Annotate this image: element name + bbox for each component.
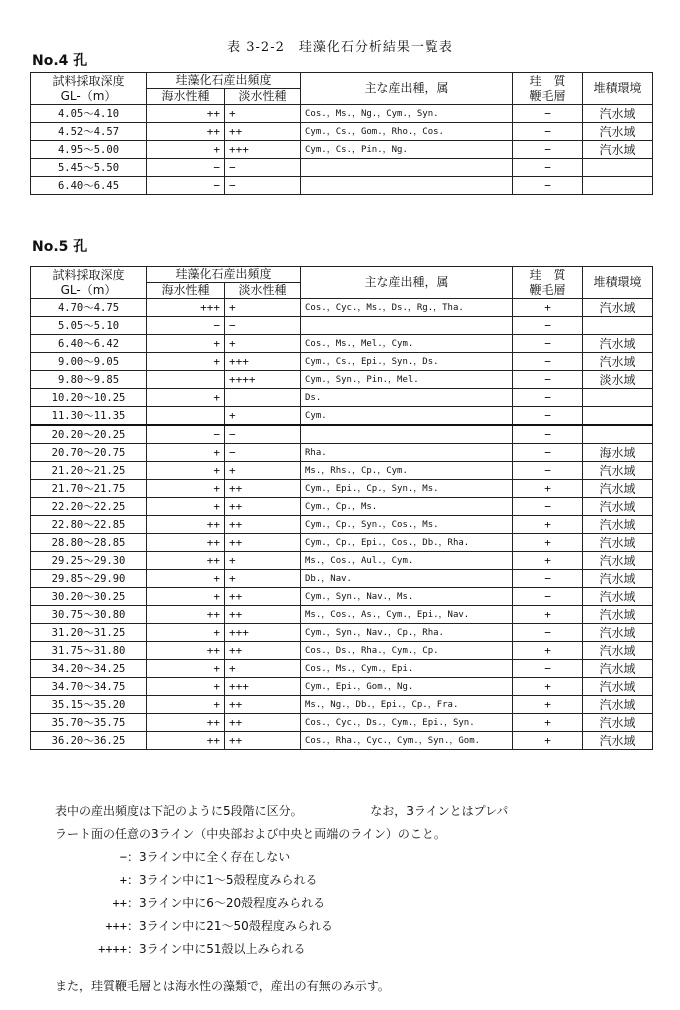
species-cell: Ms.，Cos.，Aul.，Cym. [301,552,513,570]
species-cell [301,159,513,177]
species-cell: Cos.，Ms.，Cym.，Epi. [301,660,513,678]
depth-cell: 4.70〜4.75 [31,299,147,317]
fresh-frequency-cell: +++ [225,141,301,159]
table-row [31,498,653,516]
legend-item [55,892,655,915]
environment-cell: 汽水域 [583,335,653,353]
environment-cell: 汽水域 [583,732,653,750]
environment-cell: 汽水域 [583,480,653,498]
species-cell: Cym.，Cs.，Epi.，Syn.，Ds. [301,353,513,371]
environment-cell: 汽水域 [583,105,653,123]
species-cell: Cos.，Ds.，Rha.，Cym.，Cp. [301,642,513,660]
marine-frequency-cell: ++ [147,105,225,123]
chaetoceros-presence-cell: + [513,534,583,552]
table-row [31,317,653,335]
environment-cell [583,317,653,335]
fresh-frequency-cell: + [225,660,301,678]
species-cell: Cym.，Syn.，Nav.，Ms. [301,588,513,606]
depth-cell: 9.00〜9.05 [31,353,147,371]
marine-frequency-cell: ++ [147,516,225,534]
marine-frequency-cell: + [147,660,225,678]
marine-frequency-cell: − [147,425,225,444]
fresh-frequency-cell: + [225,570,301,588]
chaetoceros-presence-cell: − [513,660,583,678]
species-cell: Cym.，Syn.，Nav.，Cp.，Rha. [301,624,513,642]
table-row [31,371,653,389]
environment-cell [583,159,653,177]
environment-header: 堆積環境 [583,73,653,105]
environment-cell: 汽水域 [583,299,653,317]
environment-cell [583,389,653,407]
chaetoceros-presence-cell: − [513,123,583,141]
chaetoceros-presence-cell: − [513,141,583,159]
fresh-frequency-cell: − [225,177,301,195]
hole5-table [30,266,653,750]
legend-item [55,915,655,938]
depth-cell: 4.95〜5.00 [31,141,147,159]
depth-cell: 21.70〜21.75 [31,480,147,498]
environment-cell: 汽水域 [583,123,653,141]
notes-footer: また，珪質鞭毛層とは海水性の藻類で，産出の有無のみ示す。 [55,979,390,993]
chaetoceros-presence-cell: + [513,480,583,498]
environment-cell: 汽水域 [583,462,653,480]
species-cell: Cym.，Epi.，Gom.，Ng. [301,678,513,696]
species-cell: Ms.，Cos.，As.，Cym.，Epi.，Nav. [301,606,513,624]
fresh-frequency-cell: ++ [225,123,301,141]
depth-cell: 29.85〜29.90 [31,570,147,588]
table-row [31,480,653,498]
environment-header: 堆積環境 [583,267,653,299]
fresh-frequency-cell: +++ [225,353,301,371]
depth-cell: 6.40〜6.45 [31,177,147,195]
table-row [31,678,653,696]
chaetoceros-presence-cell: + [513,606,583,624]
table-row [31,606,653,624]
depth-cell: 4.52〜4.57 [31,123,147,141]
depth-cell: 30.75〜30.80 [31,606,147,624]
chaetoceros-presence-cell: − [513,105,583,123]
chaetoceros-presence-cell: + [513,732,583,750]
fresh-frequency-cell: ++ [225,498,301,516]
chaetoceros-presence-cell: − [513,624,583,642]
species-cell: Cos.，Cyc.，Ds.，Cym.，Epi.，Syn. [301,714,513,732]
environment-cell: 汽水域 [583,714,653,732]
chaetoceros-presence-cell: − [513,407,583,426]
hole4-table-body [31,105,653,195]
table-row [31,353,653,371]
chaetoceros-presence-cell: + [513,516,583,534]
marine-frequency-cell: + [147,570,225,588]
table-row [31,389,653,407]
marine-frequency-cell: + [147,678,225,696]
notes-intro-line1 [55,800,655,823]
marine-frequency-cell: + [147,588,225,606]
notes-intro-b: なお，3ラインとはプレパ [370,804,509,818]
hole4-label: No.4 孔 [32,53,88,69]
marine-frequency-cell: + [147,624,225,642]
depth-cell: 11.30〜11.35 [31,407,147,426]
table-row [31,588,653,606]
depth-cell: 9.80〜9.85 [31,371,147,389]
fresh-frequency-cell: ++ [225,732,301,750]
species-cell: Cym.，Cp.，Ms. [301,498,513,516]
legend-symbol: ++++ [98,942,127,956]
environment-cell: 汽水域 [583,516,653,534]
fresh-frequency-cell: − [225,444,301,462]
environment-cell: 汽水域 [583,141,653,159]
frequency-header: 珪藻化石産出頻度 [147,73,301,89]
table-row [31,407,653,426]
environment-cell: 汽水域 [583,570,653,588]
marine-frequency-cell: + [147,335,225,353]
marine-frequency-cell: ++ [147,606,225,624]
table-row [31,552,653,570]
notes-intro-a: 表中の産出頻度は下記のように5段階に区分。 [55,804,303,818]
table-row [31,425,653,444]
chaetoceros-presence-cell: − [513,444,583,462]
species-cell: Cym.，Cs.，Gom.，Rho.，Cos. [301,123,513,141]
fresh-frequency-cell: − [225,159,301,177]
fresh-header: 淡水性種 [225,89,301,105]
legend-item [55,869,655,892]
species-cell: Ds. [301,389,513,407]
depth-cell: 20.70〜20.75 [31,444,147,462]
species-cell: Cym.，Epi.，Cp.，Syn.，Ms. [301,480,513,498]
chaetoceros-presence-cell: − [513,588,583,606]
fresh-frequency-cell: + [225,335,301,353]
marine-frequency-cell: ++ [147,534,225,552]
chaetoceros-presence-cell: − [513,335,583,353]
fresh-frequency-cell: ++ [225,714,301,732]
marine-frequency-cell: + [147,462,225,480]
depth-cell: 31.75〜31.80 [31,642,147,660]
marine-frequency-cell: ++ [147,714,225,732]
frequency-header: 珪藻化石産出頻度 [147,267,301,283]
legend-description: ：3ライン中に1〜5殻程度みられる [127,873,318,887]
table-row [31,177,653,195]
table-row [31,570,653,588]
depth-header: 試料採取深度 GL-（m） [31,73,147,105]
hole5-label: No.5 孔 [32,239,88,255]
environment-cell: 淡水域 [583,371,653,389]
species-cell [301,177,513,195]
species-cell: Cym.，Syn.，Pin.，Mel. [301,371,513,389]
table-row [31,516,653,534]
fresh-frequency-cell: +++ [225,624,301,642]
depth-cell: 4.05〜4.10 [31,105,147,123]
fresh-frequency-cell: + [225,462,301,480]
chaetoceros-presence-cell: + [513,299,583,317]
table-row [31,299,653,317]
depth-cell: 20.20〜20.25 [31,425,147,444]
marine-frequency-cell: ++ [147,732,225,750]
fresh-frequency-cell: ++ [225,534,301,552]
environment-cell: 汽水域 [583,534,653,552]
hole4-table [30,72,653,195]
environment-cell: 海水域 [583,444,653,462]
marine-header: 海水性種 [147,283,225,299]
notes-intro-line2: ラート面の任意の3ライン（中央部および中央と両端のライン）のこと。 [55,827,446,841]
fresh-frequency-cell: + [225,552,301,570]
chaetoceros-presence-cell: − [513,353,583,371]
marine-frequency-cell: − [147,159,225,177]
species-cell: Cos.，Rha.，Cyc.，Cym.，Syn.，Gom. [301,732,513,750]
notes [55,800,655,998]
marine-frequency-cell [147,371,225,389]
chaetoceros-presence-cell: − [513,177,583,195]
fresh-frequency-cell: − [225,317,301,335]
species-cell: Ms.，Rhs.，Cp.，Cym. [301,462,513,480]
species-cell: Db.，Nav. [301,570,513,588]
marine-frequency-cell: − [147,317,225,335]
fresh-frequency-cell: − [225,425,301,444]
legend-symbol: − [119,850,127,864]
legend-description: ：3ライン中に51殻以上みられる [127,942,306,956]
chaetoceros-presence-cell: + [513,696,583,714]
table-title: 表 3-2-2 珪藻化石分析結果一覧表 [227,40,453,55]
chaetoceros-presence-cell: − [513,389,583,407]
fresh-frequency-cell: ++ [225,588,301,606]
legend-description: ：3ライン中に全く存在しない [127,850,291,864]
species-header: 主な産出種，属 [301,267,513,299]
environment-cell: 汽水域 [583,498,653,516]
table-row [31,714,653,732]
depth-cell: 30.20〜30.25 [31,588,147,606]
chaetoceros-presence-cell: − [513,498,583,516]
depth-cell: 36.20〜36.25 [31,732,147,750]
species-cell: Cos.，Cyc.，Ms.，Ds.，Rg.，Tha. [301,299,513,317]
marine-frequency-cell: + [147,141,225,159]
marine-frequency-cell: ++ [147,123,225,141]
depth-cell: 5.05〜5.10 [31,317,147,335]
fresh-frequency-cell: +++ [225,678,301,696]
species-header: 主な産出種，属 [301,73,513,105]
chaetoceros-presence-cell: − [513,371,583,389]
marine-frequency-cell: +++ [147,299,225,317]
table-row [31,642,653,660]
table-row [31,534,653,552]
fresh-frequency-cell: ++ [225,696,301,714]
depth-cell: 35.15〜35.20 [31,696,147,714]
table-row [31,660,653,678]
table-row [31,141,653,159]
depth-cell: 29.25〜29.30 [31,552,147,570]
legend-symbol: ++ [112,896,127,910]
marine-frequency-cell: + [147,498,225,516]
fresh-frequency-cell: ++ [225,480,301,498]
depth-cell: 22.20〜22.25 [31,498,147,516]
table-row [31,335,653,353]
chaetoceros-presence-cell: − [513,462,583,480]
marine-frequency-cell: ++ [147,552,225,570]
species-cell: Ms.，Ng.，Db.，Epi.，Cp.，Fra. [301,696,513,714]
table-row [31,105,653,123]
species-cell: Cym. [301,407,513,426]
species-cell: Cym.，Cp.，Syn.，Cos.，Ms. [301,516,513,534]
legend-item [55,938,655,961]
environment-cell: 汽水域 [583,696,653,714]
depth-cell: 34.20〜34.25 [31,660,147,678]
chaetoceros-presence-cell: + [513,678,583,696]
depth-cell: 10.20〜10.25 [31,389,147,407]
fresh-frequency-cell: + [225,299,301,317]
hole5-table-body [31,299,653,750]
species-cell: Cym.，Cs.，Pin.，Ng. [301,141,513,159]
table-row [31,732,653,750]
environment-cell: 汽水域 [583,678,653,696]
table-row [31,462,653,480]
species-cell: Cym.，Cp.，Epi.，Cos.，Db.，Rha. [301,534,513,552]
chaetoceros-presence-cell: − [513,317,583,335]
chaetoceros-presence-cell: − [513,425,583,444]
species-cell [301,317,513,335]
chaetoceros-presence-cell: − [513,159,583,177]
depth-cell: 28.80〜28.85 [31,534,147,552]
environment-cell: 汽水域 [583,552,653,570]
depth-cell: 21.20〜21.25 [31,462,147,480]
fresh-header: 淡水性種 [225,283,301,299]
environment-cell [583,177,653,195]
environment-cell: 汽水域 [583,588,653,606]
fresh-frequency-cell: + [225,105,301,123]
environment-cell: 汽水域 [583,624,653,642]
fresh-frequency-cell: ++++ [225,371,301,389]
chaetoceros-header: 珪 質 鞭毛層 [513,267,583,299]
chaetoceros-presence-cell: + [513,714,583,732]
fresh-frequency-cell: ++ [225,606,301,624]
species-cell: Cos.，Ms.，Mel.，Cym. [301,335,513,353]
species-cell: Rha. [301,444,513,462]
table-row [31,696,653,714]
table-row [31,624,653,642]
legend-symbol: +++ [105,919,127,933]
legend-item [55,846,655,869]
species-cell [301,425,513,444]
fresh-frequency-cell [225,389,301,407]
depth-header: 試料採取深度 GL-（m） [31,267,147,299]
environment-cell: 汽水域 [583,606,653,624]
environment-cell [583,425,653,444]
table-row [31,444,653,462]
depth-cell: 22.80〜22.85 [31,516,147,534]
marine-header: 海水性種 [147,89,225,105]
depth-cell: 5.45〜5.50 [31,159,147,177]
environment-cell: 汽水域 [583,642,653,660]
depth-cell: 35.70〜35.75 [31,714,147,732]
chaetoceros-presence-cell: + [513,552,583,570]
table-row [31,159,653,177]
marine-frequency-cell: + [147,480,225,498]
marine-frequency-cell: + [147,389,225,407]
marine-frequency-cell: + [147,696,225,714]
legend-symbol: + [119,873,127,887]
marine-frequency-cell [147,407,225,426]
marine-frequency-cell: ++ [147,642,225,660]
marine-frequency-cell: + [147,353,225,371]
legend-description: ：3ライン中に6〜20殻程度みられる [127,896,326,910]
depth-cell: 6.40〜6.42 [31,335,147,353]
frequency-legend [55,846,655,961]
chaetoceros-presence-cell: − [513,570,583,588]
depth-cell: 34.70〜34.75 [31,678,147,696]
chaetoceros-presence-cell: + [513,642,583,660]
depth-cell: 31.20〜31.25 [31,624,147,642]
marine-frequency-cell: + [147,444,225,462]
table-row [31,123,653,141]
environment-cell: 汽水域 [583,660,653,678]
environment-cell [583,407,653,426]
marine-frequency-cell: − [147,177,225,195]
species-cell: Cos.，Ms.，Ng.，Cym.，Syn. [301,105,513,123]
legend-description: ：3ライン中に21〜50殻程度みられる [127,919,333,933]
fresh-frequency-cell: + [225,407,301,426]
environment-cell: 汽水域 [583,353,653,371]
chaetoceros-header: 珪 質 鞭毛層 [513,73,583,105]
fresh-frequency-cell: ++ [225,516,301,534]
fresh-frequency-cell: ++ [225,642,301,660]
